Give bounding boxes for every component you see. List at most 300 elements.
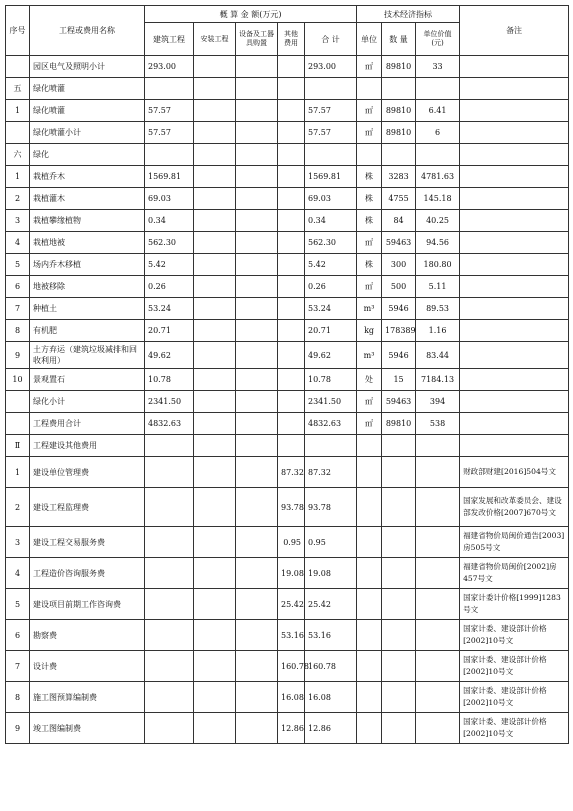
row-equipment [236,254,278,276]
row-remarks [460,100,569,122]
row-name: 建设工程监理费 [30,488,145,527]
row-qty [382,620,416,651]
row-install [194,342,236,369]
row-qty: 59463 [382,391,416,413]
row-unit-price [416,620,460,651]
row-equipment [236,320,278,342]
row-total: 4832.63 [305,413,357,435]
table-row [6,435,569,457]
row-unit-price: 538 [416,413,460,435]
row-remarks [460,342,569,369]
row-qty: 5946 [382,342,416,369]
row-unit-price [416,435,460,457]
row-other: 12.86 [278,713,305,744]
row-total [305,78,357,100]
row-name: 建设单位管理费 [30,457,145,488]
header-unit-price: 单位价值(元) [416,23,460,56]
row-qty [382,682,416,713]
row-equipment [236,457,278,488]
row-unit: kg [357,320,382,342]
row-unit-price: 6 [416,122,460,144]
row-other [278,413,305,435]
row-unit-price: 394 [416,391,460,413]
row-other [278,342,305,369]
row-unit-price: 83.44 [416,342,460,369]
row-name: 工程建设其他费用 [30,435,145,457]
row-other [278,435,305,457]
row-unit-price: 4781.63 [416,166,460,188]
row-seq: 4 [6,558,30,589]
row-total: 57.57 [305,122,357,144]
row-name: 土方弃运（建筑垃圾减排和回收利用） [30,342,145,369]
row-unit: ㎡ [357,56,382,78]
row-total [305,144,357,166]
row-equipment [236,78,278,100]
row-total: 562.30 [305,232,357,254]
row-total: 53.16 [305,620,357,651]
table-row [6,122,569,144]
row-construction: 293.00 [145,56,194,78]
row-construction [145,78,194,100]
row-seq [6,391,30,413]
row-construction [145,488,194,527]
row-install [194,232,236,254]
header-total: 合 计 [305,23,357,56]
row-install [194,210,236,232]
row-remarks: 福建省物价局闽价通告[2003]房505号文 [460,527,569,558]
row-unit-price [416,713,460,744]
row-qty: 3283 [382,166,416,188]
header-amount-group: 概 算 金 额(万元) [145,6,357,23]
row-construction [145,144,194,166]
table-row [6,100,569,122]
row-name: 有机肥 [30,320,145,342]
row-remarks: 国家发展和改革委员会、建设部发改价格[2007]670号文 [460,488,569,527]
header-equipment: 设备及工器具购置 [236,23,278,56]
row-unit-price: 94.56 [416,232,460,254]
row-equipment [236,298,278,320]
row-other [278,166,305,188]
row-install [194,651,236,682]
row-install [194,391,236,413]
table-row [6,651,569,682]
table-row [6,457,569,488]
row-install [194,369,236,391]
row-equipment [236,276,278,298]
row-unit-price: 89.53 [416,298,460,320]
row-install [194,620,236,651]
row-unit-price [416,589,460,620]
row-unit [357,457,382,488]
header-construction: 建筑工程 [145,23,194,56]
row-unit-price [416,682,460,713]
table-body [6,56,569,744]
row-install [194,488,236,527]
row-name: 种植土 [30,298,145,320]
row-seq: 8 [6,320,30,342]
row-qty: 15 [382,369,416,391]
row-construction: 562.30 [145,232,194,254]
row-total: 5.42 [305,254,357,276]
row-construction [145,713,194,744]
row-seq: 5 [6,254,30,276]
row-total: 57.57 [305,100,357,122]
table-row [6,144,569,166]
table-row [6,78,569,100]
row-unit-price [416,558,460,589]
row-name: 绿化喷灌小计 [30,122,145,144]
row-install [194,298,236,320]
row-other: 0.95 [278,527,305,558]
table-row [6,342,569,369]
row-name: 栽植地被 [30,232,145,254]
row-total: 93.78 [305,488,357,527]
row-unit: m³ [357,298,382,320]
row-other [278,276,305,298]
row-equipment [236,100,278,122]
row-seq: 5 [6,589,30,620]
row-equipment [236,488,278,527]
row-qty: 89810 [382,56,416,78]
row-remarks [460,78,569,100]
row-seq: 6 [6,620,30,651]
row-install [194,166,236,188]
row-seq: 2 [6,188,30,210]
row-unit-price: 40.25 [416,210,460,232]
row-unit-price [416,651,460,682]
row-remarks: 财政部财建[2016]504号文 [460,457,569,488]
row-install [194,713,236,744]
row-other [278,391,305,413]
row-qty: 178389 [382,320,416,342]
row-name: 园区电气及照明小计 [30,56,145,78]
row-construction: 57.57 [145,100,194,122]
row-name: 地被移除 [30,276,145,298]
row-unit-price: 180.80 [416,254,460,276]
table-row [6,488,569,527]
row-construction [145,589,194,620]
row-construction: 10.78 [145,369,194,391]
row-name: 绿化喷灌 [30,100,145,122]
row-name: 设计费 [30,651,145,682]
row-unit [357,682,382,713]
row-unit: 株 [357,254,382,276]
row-unit-price [416,78,460,100]
row-total: 25.42 [305,589,357,620]
row-remarks [460,122,569,144]
row-other: 16.08 [278,682,305,713]
row-name: 建设项目前期工作咨询费 [30,589,145,620]
row-other [278,320,305,342]
row-seq: 9 [6,713,30,744]
row-unit: 株 [357,188,382,210]
row-install [194,320,236,342]
row-other [278,210,305,232]
row-remarks [460,56,569,78]
row-equipment [236,527,278,558]
row-qty: 84 [382,210,416,232]
row-other [278,78,305,100]
row-total: 160.78 [305,651,357,682]
row-unit [357,78,382,100]
row-seq: 2 [6,488,30,527]
table-row [6,188,569,210]
row-equipment [236,144,278,166]
row-total: 20.71 [305,320,357,342]
row-unit [357,651,382,682]
header-unit: 单位 [357,23,382,56]
header-tech-group: 技术经济指标 [357,6,460,23]
row-name: 勘察费 [30,620,145,651]
row-unit: ㎡ [357,413,382,435]
row-total: 293.00 [305,56,357,78]
row-construction: 20.71 [145,320,194,342]
row-total: 2341.50 [305,391,357,413]
row-name: 工程费用合计 [30,413,145,435]
budget-estimate-table [5,5,569,744]
table-row [6,369,569,391]
table-row [6,166,569,188]
row-construction: 57.57 [145,122,194,144]
row-unit: ㎡ [357,232,382,254]
table-row [6,298,569,320]
row-remarks: 国家计委、建设部计价格[2002]10号文 [460,713,569,744]
row-total: 87.32 [305,457,357,488]
row-construction: 2341.50 [145,391,194,413]
row-construction [145,651,194,682]
row-unit-price [416,457,460,488]
row-seq [6,122,30,144]
row-seq: 六 [6,144,30,166]
row-qty [382,78,416,100]
row-total: 69.03 [305,188,357,210]
row-other [278,144,305,166]
row-equipment [236,651,278,682]
row-name: 栽植攀缘植物 [30,210,145,232]
row-install [194,413,236,435]
row-install [194,254,236,276]
row-remarks: 国家计委计价格[1999]1283号文 [460,589,569,620]
row-other: 25.42 [278,589,305,620]
row-qty: 59463 [382,232,416,254]
row-unit: 株 [357,166,382,188]
row-unit [357,144,382,166]
row-unit: m³ [357,342,382,369]
row-remarks: 福建省物价局闽价[2002]房457号文 [460,558,569,589]
table-row [6,527,569,558]
row-total: 53.24 [305,298,357,320]
row-name: 竣工图编制费 [30,713,145,744]
row-construction: 4832.63 [145,413,194,435]
header-install: 安装工程 [194,23,236,56]
row-name: 绿化喷灌 [30,78,145,100]
row-construction: 53.24 [145,298,194,320]
table-row [6,413,569,435]
row-unit-price: 5.11 [416,276,460,298]
row-construction: 5.42 [145,254,194,276]
row-other: 87.32 [278,457,305,488]
header-name: 工程或费用名称 [30,6,145,56]
row-qty: 89810 [382,413,416,435]
row-construction [145,435,194,457]
row-construction [145,620,194,651]
row-other: 19.08 [278,558,305,589]
row-seq: 7 [6,651,30,682]
row-remarks: 国家计委、建设部计价格[2002]10号文 [460,620,569,651]
row-install [194,100,236,122]
row-other [278,254,305,276]
row-seq: 1 [6,100,30,122]
header-seq: 序号 [6,6,30,56]
row-unit-price [416,144,460,166]
row-seq: 6 [6,276,30,298]
row-unit: 处 [357,369,382,391]
row-seq: 1 [6,166,30,188]
row-install [194,122,236,144]
row-install [194,589,236,620]
row-qty [382,488,416,527]
row-construction [145,682,194,713]
row-unit [357,589,382,620]
table-header [6,6,569,56]
row-other [278,188,305,210]
row-unit: 株 [357,210,382,232]
row-name: 绿化 [30,144,145,166]
row-seq: 3 [6,210,30,232]
row-total: 1569.81 [305,166,357,188]
row-qty [382,144,416,166]
row-install [194,457,236,488]
row-name: 栽植乔木 [30,166,145,188]
table-row [6,254,569,276]
row-total: 12.86 [305,713,357,744]
row-other [278,369,305,391]
row-equipment [236,369,278,391]
row-remarks [460,435,569,457]
table-row [6,232,569,254]
table-row [6,391,569,413]
row-name: 景观置石 [30,369,145,391]
row-equipment [236,188,278,210]
row-construction: 0.34 [145,210,194,232]
table-row [6,558,569,589]
row-install [194,56,236,78]
row-unit-price: 6.41 [416,100,460,122]
row-seq: 3 [6,527,30,558]
row-qty [382,589,416,620]
row-remarks [460,413,569,435]
row-equipment [236,342,278,369]
row-construction: 49.62 [145,342,194,369]
row-unit [357,713,382,744]
row-install [194,188,236,210]
row-unit: ㎡ [357,276,382,298]
row-install [194,527,236,558]
row-qty [382,435,416,457]
header-remarks: 备注 [460,6,569,56]
row-equipment [236,589,278,620]
row-qty: 300 [382,254,416,276]
row-construction: 1569.81 [145,166,194,188]
row-qty: 5946 [382,298,416,320]
row-seq [6,56,30,78]
row-other: 93.78 [278,488,305,527]
row-remarks: 国家计委、建设部计价格[2002]10号文 [460,651,569,682]
row-remarks [460,369,569,391]
row-remarks [460,276,569,298]
row-unit-price: 145.18 [416,188,460,210]
row-install [194,144,236,166]
row-equipment [236,56,278,78]
row-qty: 89810 [382,122,416,144]
row-qty [382,651,416,682]
row-total: 0.34 [305,210,357,232]
row-equipment [236,122,278,144]
row-equipment [236,166,278,188]
row-remarks [460,144,569,166]
table-row [6,210,569,232]
header-qty: 数 量 [382,23,416,56]
row-equipment [236,558,278,589]
row-other [278,56,305,78]
row-construction: 69.03 [145,188,194,210]
row-unit-price [416,488,460,527]
table-row [6,276,569,298]
row-qty: 4755 [382,188,416,210]
row-total: 0.95 [305,527,357,558]
row-construction [145,527,194,558]
row-install [194,435,236,457]
row-remarks [460,188,569,210]
row-construction: 0.26 [145,276,194,298]
row-equipment [236,413,278,435]
row-other [278,122,305,144]
row-total: 16.08 [305,682,357,713]
table-row [6,589,569,620]
row-install [194,558,236,589]
row-install [194,682,236,713]
row-equipment [236,232,278,254]
row-install [194,78,236,100]
row-seq: 7 [6,298,30,320]
row-seq: 9 [6,342,30,369]
row-remarks [460,254,569,276]
row-unit-price: 1.16 [416,320,460,342]
row-seq: 4 [6,232,30,254]
row-seq: 8 [6,682,30,713]
header-other: 其他费用 [278,23,305,56]
row-remarks: 国家计委、建设部计价格[2002]10号文 [460,682,569,713]
row-remarks [460,232,569,254]
row-name: 栽植灌木 [30,188,145,210]
row-seq: 五 [6,78,30,100]
row-name: 场内乔木移植 [30,254,145,276]
row-seq: 10 [6,369,30,391]
row-equipment [236,210,278,232]
row-equipment [236,713,278,744]
row-unit: ㎡ [357,122,382,144]
row-construction [145,558,194,589]
row-unit: ㎡ [357,100,382,122]
row-total: 10.78 [305,369,357,391]
row-qty: 500 [382,276,416,298]
table-row [6,56,569,78]
row-qty: 89810 [382,100,416,122]
row-unit: ㎡ [357,391,382,413]
table-row [6,620,569,651]
row-qty [382,457,416,488]
row-total: 49.62 [305,342,357,369]
